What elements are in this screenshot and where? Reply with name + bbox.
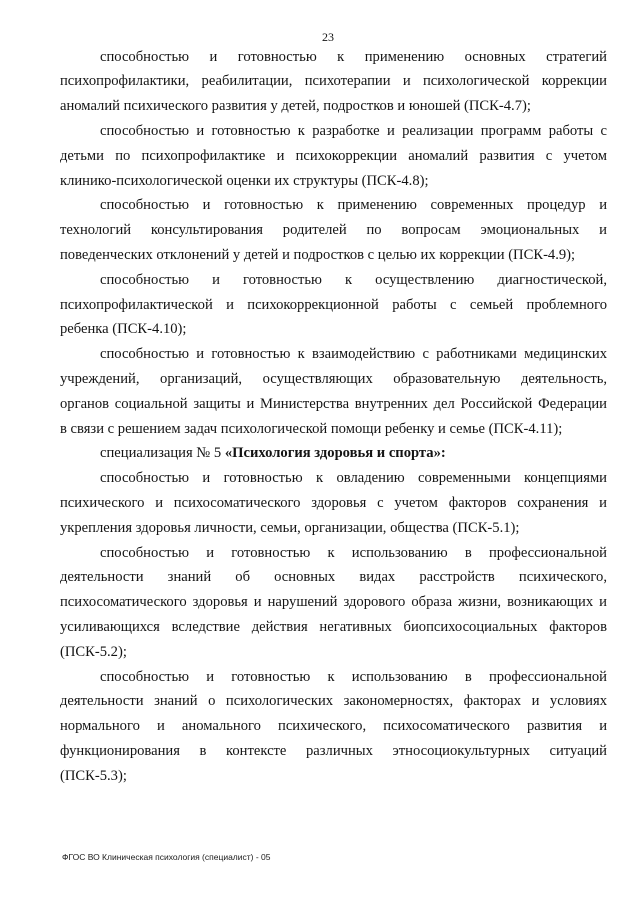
text-line: аномалий психического развития у детей, подростков и юношей (ПСК-4.7); <box>60 98 531 115</box>
competency-item <box>60 665 607 789</box>
competency-item <box>60 119 607 193</box>
text-line: психического и психосоматического здоровья с учетом факторов сохранения и <box>60 494 607 511</box>
text-line: учреждений, организаций, осуществляющих образовательную деятельность, <box>60 370 607 387</box>
text-line: психопрофилактики, реабилитации, психотерапии и психологической коррекции <box>60 73 607 90</box>
document-footer: ФГОС ВО Клиническая психология (специалист) - 05 <box>62 852 271 862</box>
text-line: усиливающихся вследствие действия негативных биопсихосоциальных факторов <box>60 618 607 635</box>
text-line: укрепления здоровья личности, семьи, организации, общества (ПСК-5.1); <box>60 519 520 536</box>
document-body <box>60 45 607 789</box>
competency-item <box>60 45 607 119</box>
text-line: способностью и готовностью к применению основных стратегий <box>100 48 607 65</box>
text-line: психопрофилактической и психокоррекционной работы с семьей проблемного <box>60 296 607 313</box>
specialization-prefix: специализация № 5 <box>100 445 222 462</box>
text-line: технологий консультирования родителей по вопросам эмоциональных и <box>60 222 607 239</box>
competency-item <box>60 466 607 540</box>
text-line: способностью и готовностью к применению современных процедур и <box>100 197 607 214</box>
competency-item <box>60 342 607 441</box>
text-line: деятельности знаний об основных видах расстройств психического, <box>60 569 607 586</box>
text-line: ребенка (ПСК-4.10); <box>60 321 187 338</box>
text-line: способностью и готовностью к взаимодействию с работниками медицинских <box>100 346 607 363</box>
competency-item <box>60 541 607 665</box>
text-line: деятельности знаний о психологических закономерностях, факторах и условиях <box>60 693 607 710</box>
text-line: способностью и готовностью к использованию в профессиональной <box>100 544 607 561</box>
text-line: способностью и готовностью к овладению современными концепциями <box>100 470 607 487</box>
text-line: в связи с решением задач психологической помощи ребенку и семье (ПСК-4.11); <box>60 420 563 437</box>
text-line: способностью и готовностью к осуществлению диагностической, <box>100 271 607 288</box>
specialization-title: «Психология здоровья и спорта»: <box>224 445 446 462</box>
page-number: 23 <box>322 30 334 44</box>
text-line: функционирования в контексте различных этносоциокультурных ситуаций <box>60 742 607 759</box>
text-line: клинико-психологической оценки их структуры (ПСК-4.8); <box>60 172 429 189</box>
text-line: нормального и аномального психического, психосоматического развития и <box>60 718 607 735</box>
text-line: поведенческих отклонений у детей и подростков с целью их коррекции (ПСК-4.9); <box>60 246 576 263</box>
competency-item <box>60 193 607 267</box>
text-line: (ПСК-5.2); <box>60 643 127 660</box>
text-line: психосоматического здоровья и нарушений здорового образа жизни, возникающих и <box>60 594 607 611</box>
text-line: способностью и готовностью к использованию в профессиональной <box>100 668 607 685</box>
text-line: способностью и готовностью к разработке и реализации программ работы с <box>100 122 607 139</box>
specialization-heading <box>60 441 607 466</box>
competency-item <box>60 268 607 342</box>
text-line: органов социальной защиты и Министерства внутренних дел Российской Федерации <box>60 395 607 412</box>
text-line: (ПСК-5.3); <box>60 767 127 784</box>
text-line: детьми по психопрофилактике и психокоррекции аномалий развития с учетом <box>60 147 607 164</box>
